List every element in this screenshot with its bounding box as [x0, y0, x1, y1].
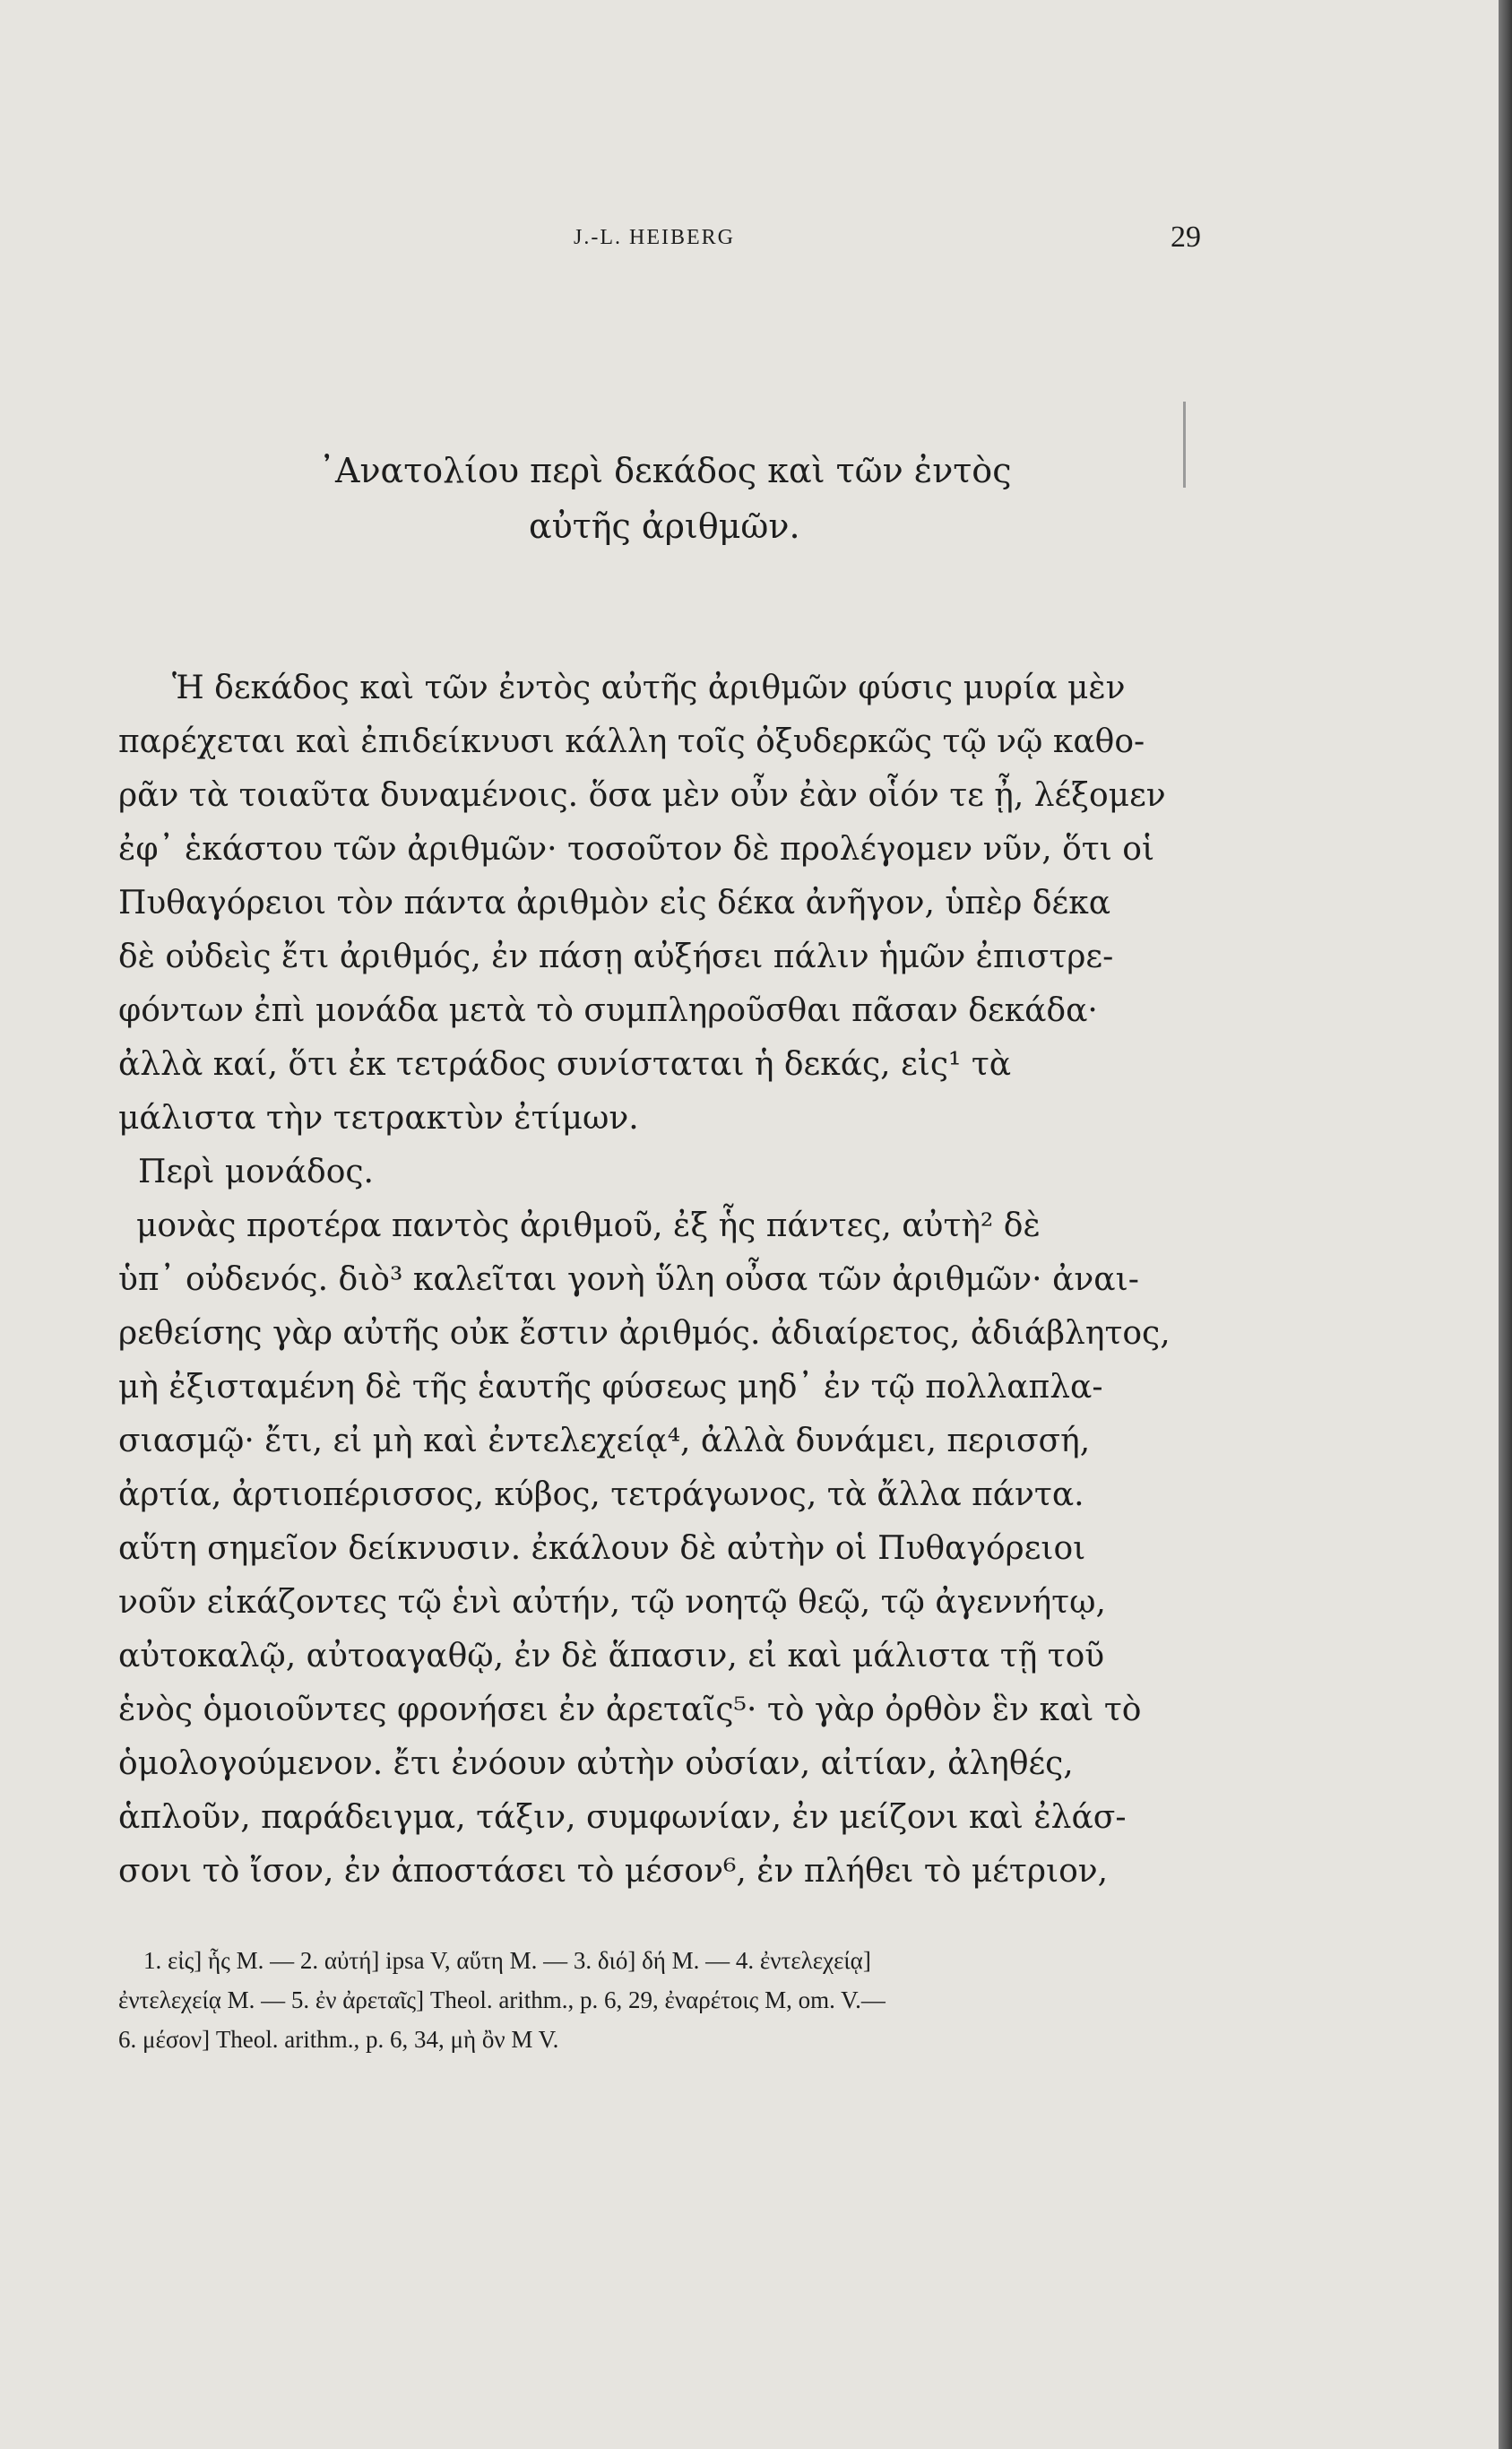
body-line: φόντων ἐπὶ μονάδα μετὰ τὸ συμπληροῦσθαι πᾶσαν δεκάδα·: [118, 992, 1098, 1029]
body-line: ἀρτία, ἀρτιοπέρισσος, κύβος, τετράγωνος, τὰ ἄλλα πάντα.: [118, 1476, 1084, 1513]
footnotes: [118, 1941, 1212, 2059]
body-line: μὴ ἐξισταμένη δὲ τῆς ἑαυτῆς φύσεως μηδ᾿ ἐν τῷ πολλαπλα-: [118, 1369, 1103, 1406]
body-line: ρεθείσης γὰρ αὐτῆς οὐκ ἔστιν ἀριθμός. ἀδιαίρετος, ἀδιάβλητος,: [118, 1315, 1171, 1352]
body-line: ὁμολογούμενον. ἔτι ἐνόουν αὐτὴν οὐσίαν, αἰτίαν, ἀληθές,: [118, 1745, 1074, 1782]
body-line: Ἡ δεκάδος καὶ τῶν ἐντὸς αὐτῆς ἀριθμῶν φύσις μυρία μὲν: [172, 670, 1126, 706]
body-line: ἐφ᾿ ἑκάστου τῶν ἀριθμῶν· τοσοῦτον δὲ προλέγομεν νῦν, ὅτι οἱ: [118, 831, 1155, 868]
section-title: [278, 443, 1264, 554]
running-head: J.-L. HEIBERG: [574, 226, 735, 249]
page-header: [574, 221, 1201, 262]
body-line: ἀλλὰ καί, ὅτι ἐκ τετράδος συνίσταται ἡ δεκάς, εἰς¹ τὰ: [118, 1046, 1012, 1083]
body-text: [118, 662, 1194, 1899]
page-number: 29: [1171, 221, 1201, 254]
footnote-line: 1. εἰς] ἧς M. — 2. αὐτή] ipsa V, αὕτη M. — 3. διό] δή M. — 4. ἐντελεχείᾳ]: [143, 1947, 871, 1974]
body-line: σονι τὸ ἴσον, ἐν ἀποστάσει τὸ μέσον⁶, ἐν πλήθει τὸ μέτριον,: [118, 1853, 1109, 1890]
body-line: παρέχεται καὶ ἐπιδείκνυσι κάλλη τοῖς ὀξυδερκῶς τῷ νῷ καθο-: [118, 723, 1145, 760]
body-line: μάλιστα τὴν τετρακτὺν ἐτίμων.: [118, 1100, 639, 1137]
body-line: ἁπλοῦν, παράδειγμα, τάξιν, συμφωνίαν, ἐν μείζονι καὶ ἐλάσ-: [118, 1799, 1127, 1836]
body-line: ὑπ᾿ οὐδενός. διὸ³ καλεῖται γονὴ ὕλη οὖσα τῶν ἀριθμῶν· ἀναι-: [118, 1261, 1139, 1298]
body-line: σιασμῷ· ἔτι, εἰ μὴ καὶ ἐντελεχείᾳ⁴, ἀλλὰ δυνάμει, περισσή,: [118, 1423, 1091, 1459]
body-line: νοῦν εἰκάζοντες τῷ ἑνὶ αὐτήν, τῷ νοητῷ θεῷ, τῷ ἀγεννήτῳ,: [118, 1584, 1106, 1621]
subsection-heading: Περὶ μονάδος.: [138, 1154, 374, 1190]
page-edge-shadow: [1499, 0, 1512, 2449]
body-line: δὲ οὐδεὶς ἔτι ἀριθμός, ἐν πάσῃ αὐξήσει πάλιν ἡμῶν ἐπιστρε-: [118, 939, 1114, 975]
title-line-1: ᾿Ανατολίου περὶ δεκάδος καὶ τῶν ἐντὸς: [318, 451, 1012, 490]
body-line: αὕτη σημεῖον δείκνυσιν. ἐκάλουν δὲ αὐτὴν οἱ Πυθαγόρειοι: [118, 1530, 1086, 1567]
body-line: αὐτοκαλῷ, αὐτοαγαθῷ, ἐν δὲ ἅπασιν, εἰ καὶ μάλιστα τῇ τοῦ: [118, 1638, 1105, 1674]
footnote-line: ἐντελεχείᾳ M. — 5. ἐν ἀρεταῖς] Theol. arithm., p. 6, 29, ἐναρέτοις M, om. V.—: [118, 1986, 886, 2013]
body-line: Πυθαγόρειοι τὸν πάντα ἀριθμὸν εἰς δέκα ἀνῆγον, ὑπὲρ δέκα: [118, 885, 1110, 922]
footnote-line: 6. μέσον] Theol. arithm., p. 6, 34, μὴ ὂν M V.: [118, 2026, 559, 2053]
body-line: ρᾶν τὰ τοιαῦτα δυναμένοις. ὅσα μὲν οὖν ἐὰν οἷόν τε ᾖ, λέξομεν: [118, 777, 1166, 814]
body-line: μονὰς προτέρα παντὸς ἀριθμοῦ, ἐξ ἧς πάντες, αὐτὴ² δὲ: [136, 1207, 1041, 1244]
title-line-2: αὐτῆς ἀριθμῶν.: [529, 506, 800, 546]
body-line: ἑνὸς ὁμοιοῦντες φρονήσει ἐν ἀρεταῖς⁵· τὸ γὰρ ὀρθὸν ἓν καὶ τὸ: [118, 1692, 1142, 1728]
